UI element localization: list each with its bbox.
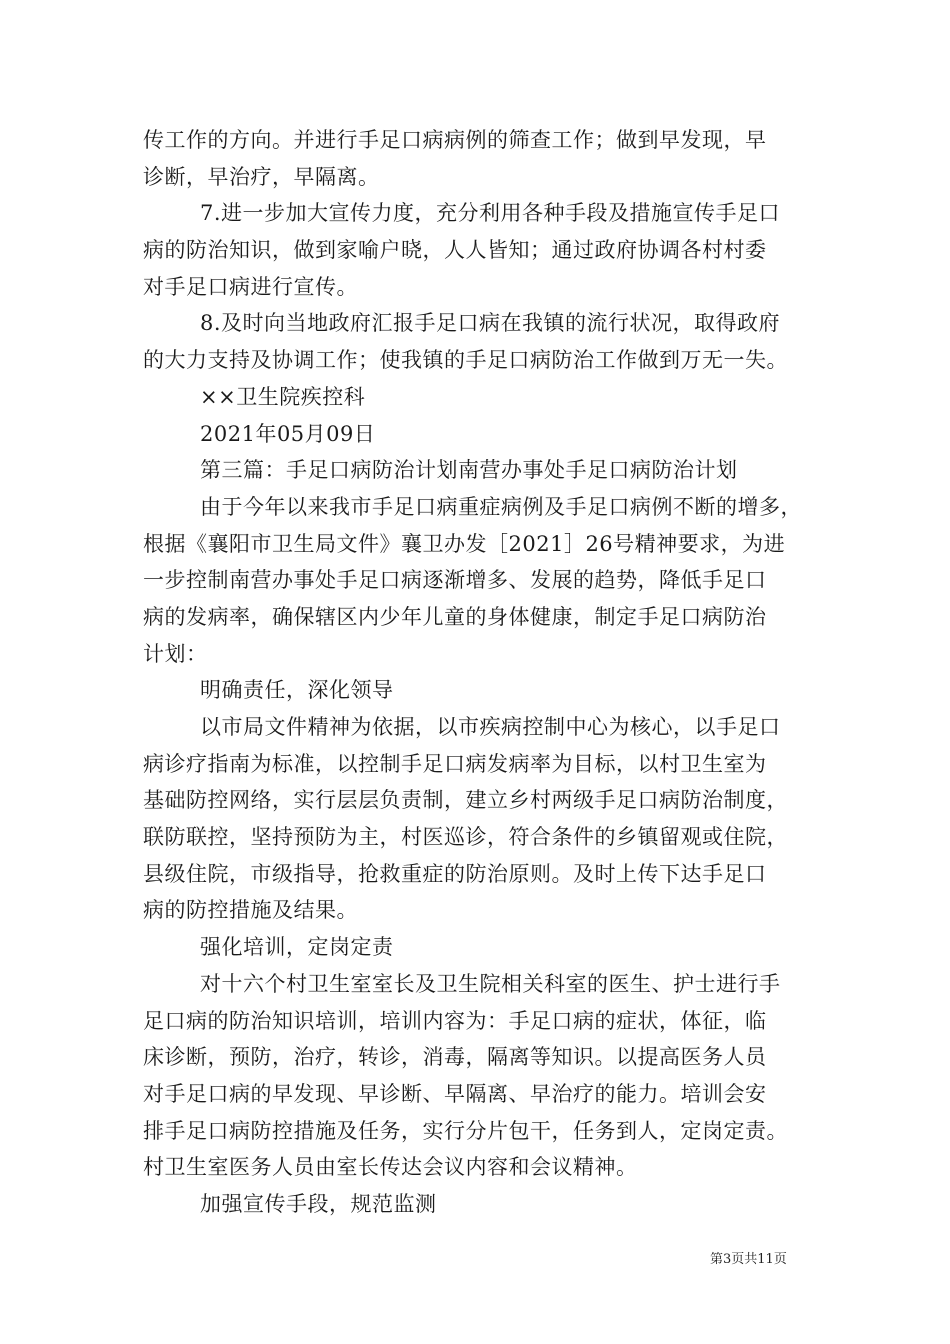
- text-line: 明确责任，深化领导: [200, 678, 394, 703]
- text-line: 病的防控措施及结果。: [143, 898, 358, 923]
- text-line: 对手足口病的早发现、早诊断、早隔离、早治疗的能力。培训会安: [143, 1081, 767, 1106]
- text-line: 8.及时向当地政府汇报手足口病在我镇的流行状况，取得政府: [200, 311, 781, 336]
- text-line: ××卫生院疾控科: [200, 384, 366, 409]
- text-line: 足口病的防治知识培训，培训内容为：手足口病的症状，体征，临: [143, 1008, 767, 1033]
- page-number-footer: 第3页共11页: [710, 1252, 787, 1267]
- document-body: [143, 122, 813, 1223]
- text-line: 计划：: [143, 641, 208, 666]
- text-line: 基础防控网络，实行层层负责制，建立乡村两级手足口病防治制度，: [143, 788, 788, 813]
- text-line: 传工作的方向。并进行手足口病病例的筛查工作；做到早发现，早: [143, 128, 767, 152]
- text-line: 村卫生室医务人员由室长传达会议内容和会议精神。: [143, 1155, 638, 1180]
- text-line: 联防联控，坚持预防为主，村医巡诊，符合条件的乡镇留观或住院，: [143, 825, 788, 850]
- text-line: 强化培训，定岗定责: [200, 935, 394, 960]
- text-line: 病的发病率，确保辖区内少年儿童的身体健康，制定手足口病防治: [143, 604, 767, 629]
- text-line: 床诊断，预防，治疗，转诊，消毒，隔离等知识。以提高医务人员: [143, 1045, 767, 1070]
- text-line: 2021年05月09日: [200, 421, 376, 446]
- text-line: 一步控制南营办事处手足口病逐渐增多、发展的趋势，降低手足口: [143, 568, 767, 593]
- text-line: 由于今年以来我市手足口病重症病例及手足口病例不断的增多，: [200, 494, 802, 519]
- text-line: 排手足口病防控措施及任务，实行分片包干，任务到人，定岗定责。: [143, 1118, 788, 1143]
- text-line: 7.进一步加大宣传力度，充分利用各种手段及措施宣传手足口: [200, 201, 781, 226]
- text-line: 的大力支持及协调工作；使我镇的手足口病防治工作做到万无一失。: [143, 348, 788, 373]
- text-line: 诊断，早治疗，早隔离。: [143, 164, 380, 189]
- text-line: 病诊疗指南为标准，以控制手足口病发病率为目标，以村卫生室为: [143, 751, 767, 776]
- text-line: 县级住院，市级指导，抢救重症的防治原则。及时上传下达手足口: [143, 861, 767, 886]
- text-line: 根据《襄阳市卫生局文件》襄卫办发［2021］26号精神要求，为进: [143, 531, 786, 556]
- text-line: 加强宣传手段，规范监测: [200, 1191, 437, 1216]
- text-line: 第三篇：手足口病防治计划南营办事处手足口病防治计划: [200, 458, 738, 483]
- text-line: 以市局文件精神为依据，以市疾病控制中心为核心，以手足口: [200, 715, 781, 739]
- text-line: 对手足口病进行宣传。: [143, 274, 358, 299]
- text-line: 病的防治知识，做到家喻户晓，人人皆知；通过政府协调各村村委: [143, 238, 767, 263]
- text-line: 对十六个村卫生室室长及卫生院相关科室的医生、护士进行手: [200, 971, 781, 996]
